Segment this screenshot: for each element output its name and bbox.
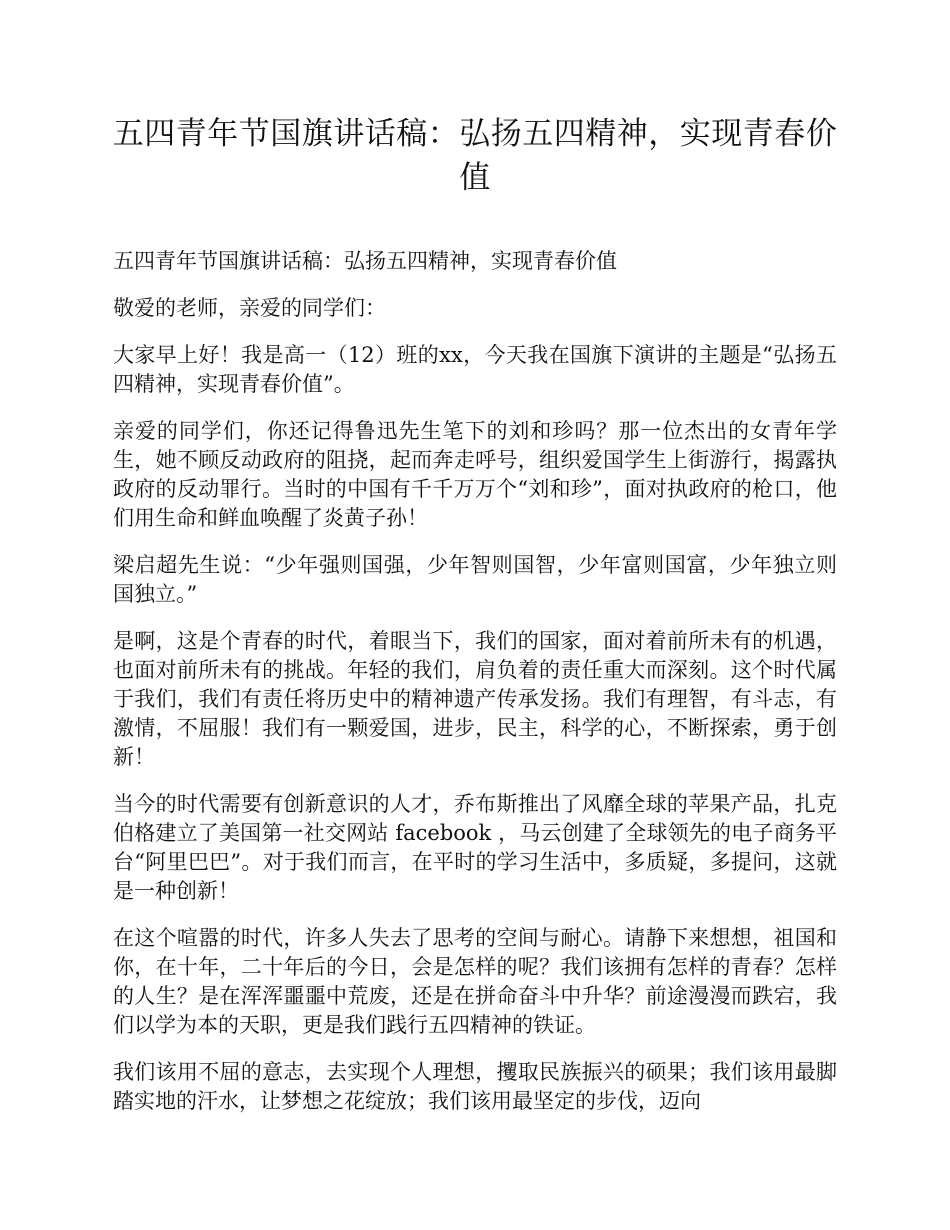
- paragraph-liang-qichao-quote: 梁启超先生说：“少年强则国强，少年智则国智，少年富则国富，少年独立则国独立。”: [113, 553, 837, 606]
- paragraph-call-to-action: 我们该用不屈的意志，去实现个人理想，攫取民族振兴的硕果；我们该用最脚踏实地的汗水，让梦想之花绽放；我们该用最坚定的步伐，迈向: [113, 1060, 837, 1113]
- document-body: [113, 247, 837, 1134]
- paragraph-introduction: 大家早上好！我是高一（12）班的xx，今天我在国旗下演讲的主题是“弘扬五四精神，实现青春价值”。: [113, 343, 837, 396]
- paragraph-subtitle: 五四青年节国旗讲话稿：弘扬五四精神，实现青春价值: [113, 249, 617, 273]
- paragraph-liu-hezhen: 亲爱的同学们，你还记得鲁迅先生笔下的刘和珍吗？那一位杰出的女青年学生，她不顾反动政府的阻挠，起而奔走呼号，组织爱国学生上街游行，揭露执政府的反动罪行。当时的中国有千千万万个“刘和珍”，面对执政府的枪口，他们用生命和鲜血唤醒了炎黄子孙！: [113, 419, 837, 530]
- paragraph-reflection: 在这个喧嚣的时代，许多人失去了思考的空间与耐心。请静下来想想，祖国和你，在十年，二十年后的今日，会是怎样的呢？我们该拥有怎样的青春？怎样的人生？是在浑浑噩噩中荒废，还是在拼命奋斗中升华？前途漫漫而跌宕，我们以学为本的天职，更是我们践行五四精神的铁证。: [113, 926, 837, 1037]
- document-title: 五四青年节国旗讲话稿：弘扬五四精神，实现青春价值: [112, 116, 838, 196]
- paragraph-era-of-youth: 是啊，这是个青春的时代，着眼当下，我们的国家，面对着前所未有的机遇，也面对前所未有的挑战。年轻的我们，肩负着的责任重大而深刻。这个时代属于我们，我们有责任将历史中的精神遗产传承发扬。我们有理智，有斗志，有激情，不屈服！我们有一颗爱国，进步，民主，科学的心，不断探索，勇于创新！: [113, 629, 837, 769]
- paragraph-greeting: 敬爱的老师，亲爱的同学们：: [113, 296, 386, 320]
- paragraph-innovation: 当今的时代需要有创新意识的人才，乔布斯推出了风靡全球的苹果产品，扎克伯格建立了美国第一社交网站 facebook ，马云创建了全球领先的电子商务平台“阿里巴巴”。对于我们而言，在平时的学习生活中，多质疑，多提问，这就是一种创新！: [113, 792, 837, 903]
